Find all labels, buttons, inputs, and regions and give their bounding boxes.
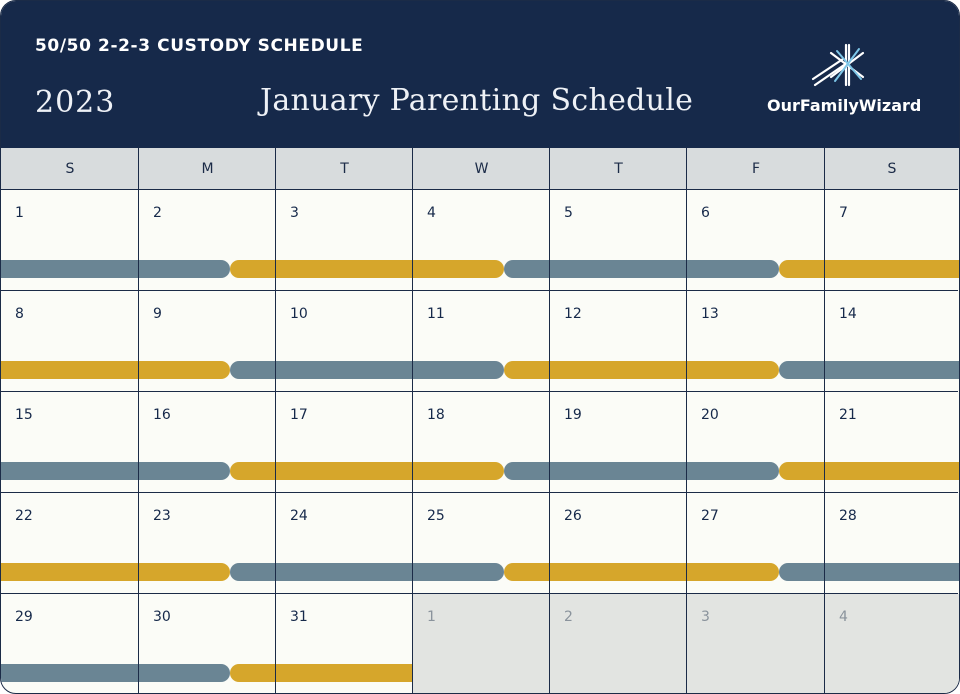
day-number: 14 (839, 306, 857, 322)
day-number: 22 (15, 508, 33, 524)
parent-a-custody-bar (504, 462, 779, 480)
day-number: 1 (15, 205, 24, 221)
day-number: 4 (839, 609, 848, 625)
day-number: 29 (15, 609, 33, 625)
day-number: 7 (839, 205, 848, 221)
day-number: 11 (427, 306, 445, 322)
parent-b-custody-bar (504, 563, 779, 581)
weekday-label: F (751, 161, 761, 177)
weekday-label: M (201, 161, 214, 177)
weekday-label: W (474, 161, 489, 177)
row-divider (0, 290, 958, 291)
parent-a-custody-bar (1, 462, 230, 480)
day-number: 1 (427, 609, 436, 625)
day-number: 12 (564, 306, 582, 322)
row-divider (0, 391, 958, 392)
column-divider (824, 147, 825, 694)
day-number: 10 (290, 306, 308, 322)
weekday-label: T (614, 161, 623, 177)
schedule-type-label: 50/50 2-2-3 CUSTODY SCHEDULE (35, 36, 364, 56)
parent-a-custody-bar (504, 260, 779, 278)
weekday-label: T (340, 161, 349, 177)
day-number: 2 (564, 609, 573, 625)
next-month-day-cell[interactable] (825, 594, 959, 694)
column-divider (275, 147, 276, 694)
day-number: 25 (427, 508, 445, 524)
day-number: 24 (290, 508, 308, 524)
weekday-label: S (887, 161, 897, 177)
column-divider (412, 147, 413, 694)
day-number: 3 (290, 205, 299, 221)
day-number: 4 (427, 205, 436, 221)
header-banner (1, 1, 959, 148)
day-number: 20 (701, 407, 719, 423)
day-number: 23 (153, 508, 171, 524)
next-month-day-cell[interactable] (687, 594, 825, 694)
day-number: 8 (15, 306, 24, 322)
day-number: 16 (153, 407, 171, 423)
weekday-header-row (1, 148, 959, 190)
next-month-day-cell[interactable] (413, 594, 550, 694)
parent-b-custody-bar (230, 462, 504, 480)
day-number: 21 (839, 407, 857, 423)
column-divider (138, 147, 139, 694)
snowflake-star-logo-icon (811, 41, 867, 89)
parent-a-custody-bar (779, 361, 959, 379)
parent-a-custody-bar (1, 260, 230, 278)
parent-b-custody-bar (779, 462, 959, 480)
day-number: 19 (564, 407, 582, 423)
weekday-label: S (65, 161, 75, 177)
row-divider (0, 189, 958, 190)
row-divider (0, 492, 958, 493)
day-number: 18 (427, 407, 445, 423)
row-divider (0, 593, 958, 594)
parent-a-custody-bar (230, 361, 504, 379)
day-number: 27 (701, 508, 719, 524)
next-month-day-cell[interactable] (550, 594, 687, 694)
day-number: 17 (290, 407, 308, 423)
day-number: 5 (564, 205, 573, 221)
column-divider (549, 147, 550, 694)
day-number: 26 (564, 508, 582, 524)
parent-b-custody-bar (230, 664, 413, 682)
day-number: 28 (839, 508, 857, 524)
day-number: 3 (701, 609, 710, 625)
calendar-grid (1, 190, 959, 693)
parent-b-custody-bar (779, 260, 959, 278)
parent-b-custody-bar (1, 563, 230, 581)
parent-a-custody-bar (1, 664, 230, 682)
parent-a-custody-bar (230, 563, 504, 581)
day-number: 15 (15, 407, 33, 423)
page-title: January Parenting Schedule (260, 83, 694, 118)
brand-name: OurFamilyWizard (767, 96, 922, 115)
day-number: 9 (153, 306, 162, 322)
day-number: 13 (701, 306, 719, 322)
day-number: 2 (153, 205, 162, 221)
parent-b-custody-bar (504, 361, 779, 379)
parent-b-custody-bar (1, 361, 230, 379)
day-number: 30 (153, 609, 171, 625)
parent-b-custody-bar (230, 260, 504, 278)
year-label: 2023 (35, 85, 116, 120)
parent-a-custody-bar (779, 563, 959, 581)
day-number: 31 (290, 609, 308, 625)
brand-logo (767, 41, 937, 121)
day-number: 6 (701, 205, 710, 221)
column-divider (686, 147, 687, 694)
